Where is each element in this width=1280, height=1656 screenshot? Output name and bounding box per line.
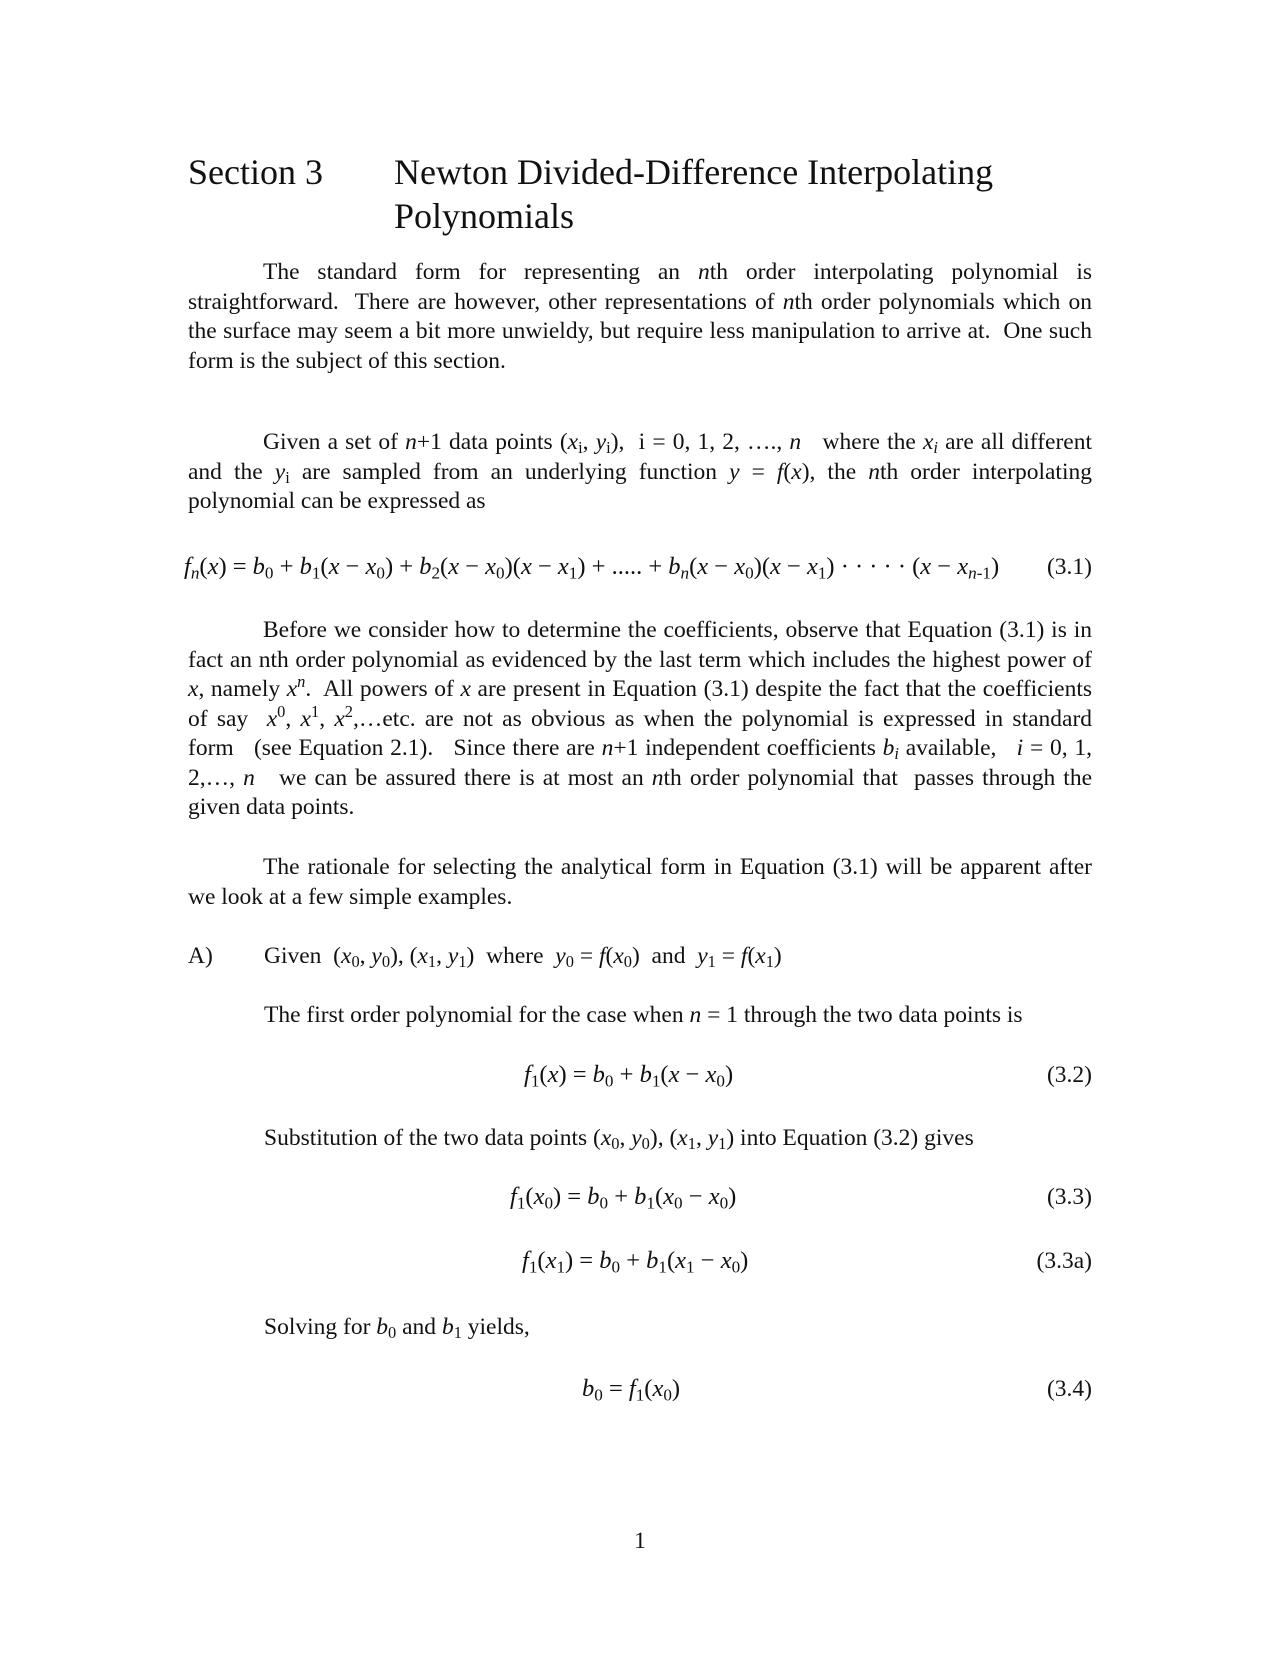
paragraph-given: Given a set of n+1 data points ($x_i$, $y_i$), i = 0, 1, 2, …., n where the $x_i$ are all different and the $y_i$ are sampled from an underlying function y = f(x), the nth order interpolating polynomial can be expressed as xyxy=(188,429,1093,514)
page-number: 1 xyxy=(634,1528,646,1554)
paragraph-first-order: The first order polynomial for the case when n = 1 through the two data points is xyxy=(264,1002,1023,1028)
paragraph-rationale: The rationale for selecting the analytical form in Equation (3.1) will be apparent after we look at a few simple examples. xyxy=(188,854,1092,910)
paragraph-coefficients: Before we consider how to determine the coefficients, observe that Equation (3.1) is in fact an nth order polynomial as evidenced by the last term which includes the highest power of x, namely $x^n$. All powers of x are present in Equation (3.1) despite the fact that the coefficients of say $x^0$, $x^1$, $x^2,\dots etc$. are not as obvious as when the polynomial is expressed in standard form (see Equation 2.1). Since there are n+1 independent coefficients $b_i$ available, i = 0, 1, 2,…, n we can be assured there is at most an nth order polynomial that passes through the given data points. xyxy=(188,617,1093,820)
equation-3-2: $f_1(x) = b_0 + b_1(x - x_0)$ xyxy=(524,1061,734,1091)
paragraph-substitution: Substitution of the two data points ($x_0$, $y_0$), ($x_1$, $y_1$) into Equation (3.2) gives xyxy=(264,1125,974,1154)
equation-number-3-3: (3.3) xyxy=(1046,1184,1092,1210)
equation-3-4: $b_0 = f_1(x_0)$ xyxy=(582,1375,681,1405)
equation-3-3: $f_1(x_0) = b_0 + b_1(x_0 - x_0)$ xyxy=(510,1183,737,1213)
equation-number-3-1: (3.1) xyxy=(1046,554,1092,580)
equation-number-3-4: (3.4) xyxy=(1046,1376,1092,1402)
equation-3-1: $f_n(x) = b_0 + b_1(x - x_0) + b_2(x - x_0)(x - x_1)$ + ..... + $b_n(x - x_0)(x - x_1)$ · · · · · $(x - x_{n-1})$ xyxy=(184,553,1000,583)
section-title: Newton Divided-Difference Interpolating Polynomials xyxy=(394,152,994,236)
example-label: A) xyxy=(188,943,213,969)
equation-number-3-3a: (3.3a) xyxy=(1036,1248,1092,1274)
section-number: Section 3 xyxy=(188,152,323,192)
equation-number-3-2: (3.2) xyxy=(1046,1062,1092,1088)
paragraph-intro: The standard form for representing an nth order interpolating polynomial is straightforward. There are however, other representations of nth order polynomials which on the surface may seem a bit more unwieldy, but require less manipulation to arrive at. One such form is the subject of this section. xyxy=(188,259,1093,374)
example-a-given: Given ($x_0$, $y_0$), ($x_1$, $y_1$) where $y_0 = f(x_0)$ and $y_1 = f(x_1)$ xyxy=(264,943,782,972)
paragraph-solving: Solving for $b_0$ and $b_1$ yields, xyxy=(264,1314,530,1343)
equation-3-3a: $f_1(x_1) = b_0 + b_1(x_1 - x_0)$ xyxy=(522,1247,749,1277)
